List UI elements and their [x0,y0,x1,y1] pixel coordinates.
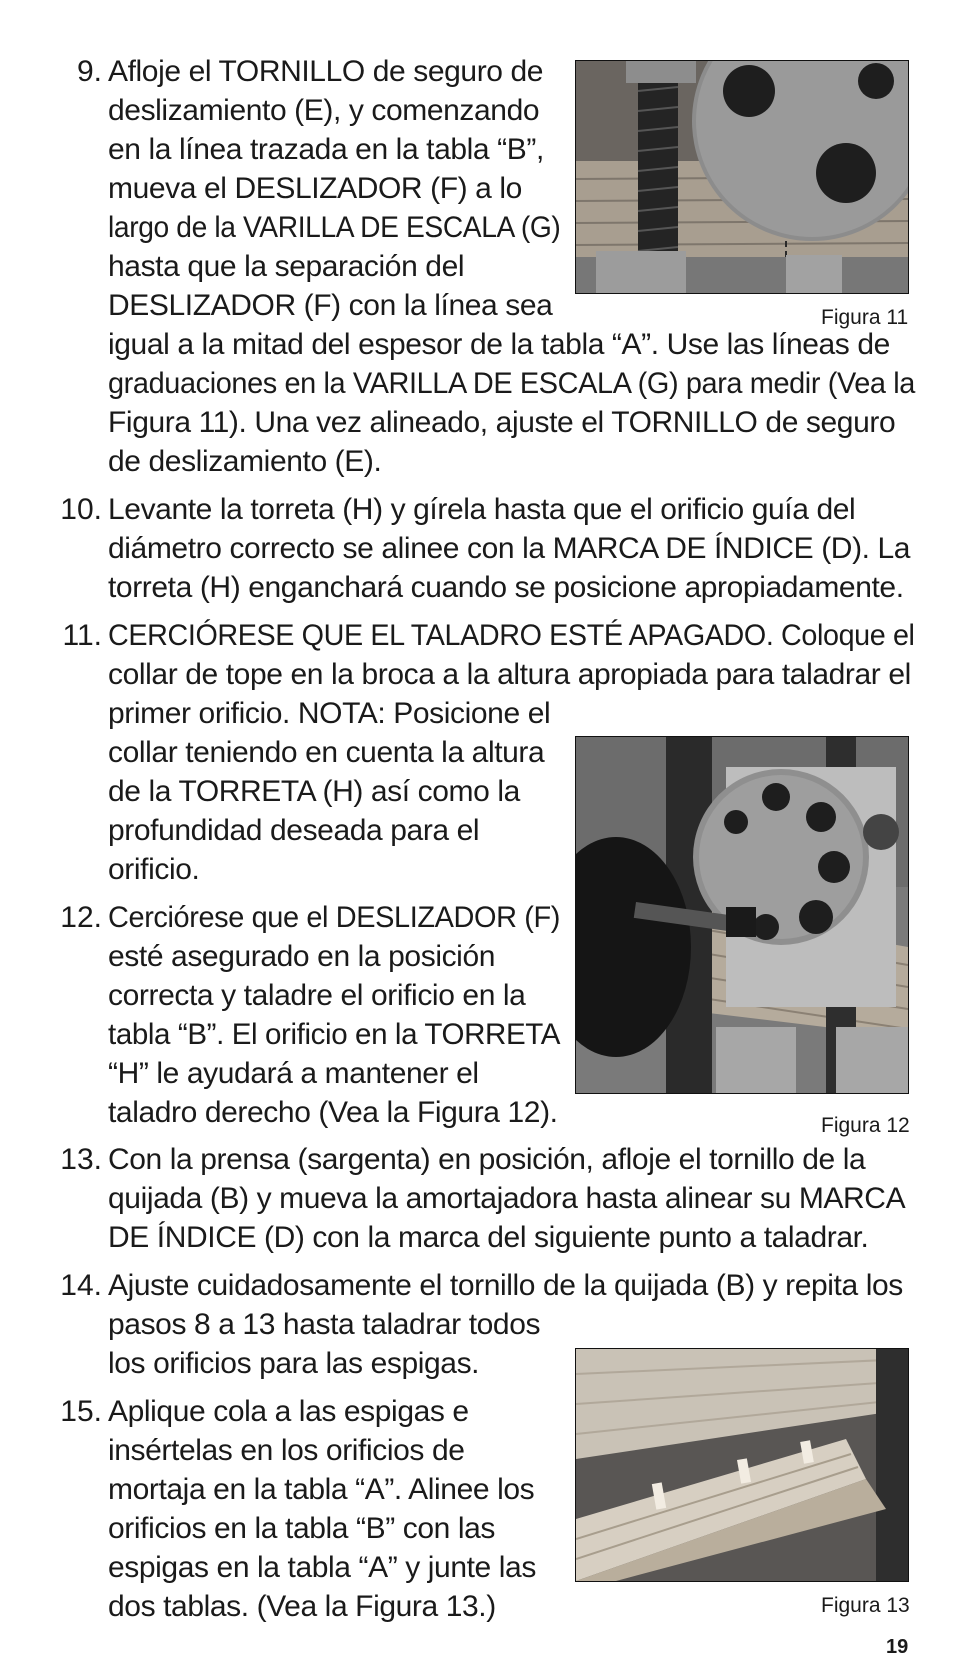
item-9-line: Afloje el TORNILLO de seguro de [108,55,544,88]
item-9-line: de deslizamiento (E). [108,445,382,478]
item-15-line: orificios en la tabla “B” con las [108,1512,495,1545]
item-11-line: collar de tope en la broca a la altura apropiada para taladrar el [108,658,911,691]
item-number-9: 9. [76,55,102,88]
item-15-line: espigas en la tabla “A” y junte las [108,1551,536,1584]
item-15-line: insértelas en los orificios de [108,1434,465,1467]
item-15-line: mortaja en la tabla “A”. Alinee los [108,1473,535,1506]
item-12-line: taladro derecho (Vea la Figura 12). [108,1096,558,1129]
item-12-line: Cerciórese que el DESLIZADOR (F) [108,901,561,934]
figure-12-photo [575,736,909,1094]
drill-and-jig-image [576,737,908,1093]
figure-11-caption: Figura 11 [821,306,909,329]
figure-13-caption: Figura 13 [821,1594,910,1617]
item-number-11: 11. [62,619,102,652]
item-number-13: 13. [60,1143,102,1176]
item-13-line: DE ÍNDICE (D) con la marca del siguiente punto a taladrar. [108,1221,869,1254]
item-9-line: largo de la VARILLA DE ESCALA (G) [108,211,561,244]
item-9-line: deslizamiento (E), y comenzando [108,94,540,127]
item-9-line: mueva el DESLIZADOR (F) a lo [108,172,522,205]
item-10-line: diámetro correcto se alinee con la MARCA DE ÍNDICE (D). La [108,532,911,565]
item-11-line: orificio. [108,853,200,886]
item-15-line: dos tablas. (Vea la Figura 13.) [108,1590,496,1623]
item-9-line: Figura 11). Una vez alineado, ajuste el TORNILLO de seguro [108,406,896,439]
item-15-line: Aplique cola a las espigas e [108,1395,469,1428]
item-12-line: tabla “B”. El orificio en la TORRETA [108,1018,561,1051]
jig-turret-closeup-image [576,61,908,293]
item-number-14: 14. [60,1269,102,1302]
item-number-12: 12. [60,901,102,934]
item-11-line: profundidad deseada para el [108,814,480,847]
item-12-line: correcta y taladre el orificio en la [108,979,526,1012]
figure-13-photo [575,1348,909,1582]
item-9-line: DESLIZADOR (F) con la línea sea [108,289,553,322]
item-9-line: graduaciones en la VARILLA DE ESCALA (G) para medir (Vea la [108,367,915,400]
item-11-line: de la TORRETA (H) así como la [108,775,520,808]
item-14-line: Ajuste cuidadosamente el tornillo de la quijada (B) y repita los [108,1269,903,1302]
item-11-line: collar teniendo en cuenta la altura [108,736,545,769]
item-9-line: hasta que la separación del [108,250,465,283]
item-10-line: torreta (H) enganchará cuando se posicione apropiadamente. [108,571,904,604]
item-9-line: igual a la mitad del espesor de la tabla “A”. Use las líneas de [108,328,890,361]
item-13-line: Con la prensa (sargenta) en posición, afloje el tornillo de la [108,1143,866,1176]
item-14-line: los orificios para las espigas. [108,1347,480,1380]
item-11-line: primer orificio. NOTA: Posicione el [108,697,551,730]
page-number: 19 [886,1636,909,1658]
boards-with-dowels-image [576,1349,908,1581]
item-12-line: “H” le ayudará a mantener el [108,1057,479,1090]
item-number-10: 10. [60,493,102,526]
figure-11-photo [575,60,909,294]
item-11-line: CERCIÓRESE QUE EL TALADRO ESTÉ APAGADO. Coloque el [108,619,915,652]
item-9-line: en la línea trazada en la tabla “B”, [108,133,544,166]
item-10-line: Levante la torreta (H) y gírela hasta que el orificio guía del [108,493,856,526]
figure-12-caption: Figura 12 [821,1114,910,1137]
item-12-line: esté asegurado en la posición [108,940,496,973]
item-14-line: pasos 8 a 13 hasta taladrar todos [108,1308,541,1341]
item-13-line: quijada (B) y mueva la amortajadora hasta alinear su MARCA [108,1182,906,1215]
item-number-15: 15. [60,1395,102,1428]
